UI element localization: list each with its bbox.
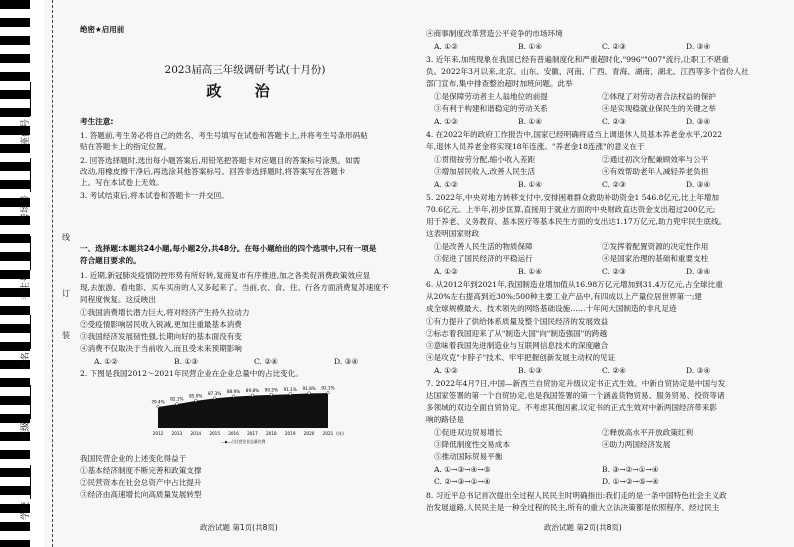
- x-axis-unit: (年): [336, 431, 344, 436]
- q7-option-a: A. ①→③→④→⑤: [434, 465, 491, 474]
- q5-option-b: B. ①④: [518, 267, 543, 276]
- q1-item: ④消费不仅取决于当前收入,而且受未来预期影响: [80, 344, 242, 353]
- q1-option-c: C. ②④: [254, 357, 278, 366]
- q6-option-b: B. ①③: [518, 366, 543, 375]
- q3-stem: 3. 近年来,加班现象在我国已经有普遍制度化和严重超时化,"996""007"流行,让职工不堪重: [426, 55, 729, 64]
- q4-item: ①贯彻按劳分配,缩小收入差距: [434, 155, 536, 164]
- legend: —◆—占民营企业总量比例: [220, 439, 266, 444]
- candidate-number-label: 考生号: [18, 236, 31, 300]
- q2-item: ②民营资本在社会总资产中占比提升: [80, 478, 202, 487]
- data-label: 82.1%: [170, 396, 184, 402]
- data-point: [213, 397, 216, 400]
- data-label: 91.1%: [283, 386, 297, 392]
- footer-left: 政治试题 第1页(共8页): [200, 523, 278, 532]
- q3-option-b: B. ①④: [518, 117, 543, 126]
- x-tick-label: 2020: [303, 431, 315, 436]
- x-tick-label: 2015: [209, 431, 221, 436]
- data-point: [157, 405, 160, 408]
- q7-item: ④助力两国经济发展: [602, 440, 671, 449]
- x-tick-label: 2014: [190, 431, 202, 436]
- q5-stem: 5. 2022年,中央对地方转移支付中,安排困难群众救助补助资金1 546.8亿元,比上年增加: [426, 193, 720, 202]
- data-label: 88.9%: [226, 389, 241, 395]
- data-label: 79.4%: [151, 399, 165, 405]
- left-column: [80, 0, 410, 547]
- footer-right: 政治试题 第2页(共8页): [544, 523, 622, 532]
- data-point: [176, 402, 179, 405]
- q4-item: ④有效帮助老年人减轻养老负担: [602, 167, 709, 176]
- q6-stem: 从20%左右提高到近30%;500种主要工业产品中,有四成以上产量位居世界第一;建: [426, 292, 702, 301]
- data-label: 87.3%: [208, 390, 222, 396]
- q6-stem: 6. 从2012年到2021年,我国制造业增加值从16.98万亿元增加到31.4万亿元,占全球比重: [426, 280, 723, 289]
- q3-option-a: A. ①②: [434, 117, 458, 126]
- q6-item: ①有力提升了供给体系质量及整个国民经济的发展效益: [426, 317, 609, 326]
- q7-stem: 7. 2022年4月7日,中国—新西兰自贸协定升级议定书正式生效。中新自贸协定是中国与发: [426, 379, 726, 388]
- q3-stem: 负。2022年3月以来,北京、山东、安徽、河南、广西、青海、湖南、湖北、江西等多个省份人社: [426, 67, 749, 76]
- q4-item: ③增加居民收入,改善人民生活: [434, 167, 536, 176]
- q6-option-a: A. ①②: [434, 366, 458, 375]
- q6-item: ④是攻克"卡脖子"技术、牢牢把握创新发展主动权的见证: [426, 353, 616, 362]
- data-point: [327, 391, 330, 394]
- data-label: 85.0%: [189, 393, 203, 399]
- q3-item: ③有利于构建和谐稳定的劳动关系: [434, 104, 548, 113]
- q7-option-b: B. ③→②→①→④: [602, 465, 659, 474]
- q5-item: ①是改善人民生活的物质保障: [434, 242, 533, 251]
- school-label: 学校: [18, 465, 31, 520]
- x-tick-label: 2019: [284, 431, 296, 436]
- q7-item: ③降低制度性交易成本: [434, 440, 510, 449]
- q1-item: ①我国消费增长潜力巨大,将对经济产生持久拉动力: [80, 308, 250, 317]
- q1-stem: 现,去旅游、看电影、买车买房的人又多起来了。当前,衣、食、住、行各方面消费复苏速度不: [80, 283, 389, 292]
- seal-char-pack: 装: [62, 331, 70, 340]
- q7-stem: 响的路径是: [426, 415, 464, 424]
- q7-item: ⑤推动国际贸易平衡: [434, 452, 503, 461]
- data-point: [232, 395, 235, 398]
- q5-item: ④是国家治理的基础和重要支柱: [602, 254, 709, 263]
- x-tick-label: 2017: [247, 431, 258, 436]
- q5-stem: 70.6亿元。上半年,初步匡算,直接用于就业方面的中央财政直达资金支出超过200亿元;: [426, 205, 716, 214]
- q3-option-c: C. ②③: [602, 117, 626, 126]
- q7-item: ②释放高水平开放政策红利: [602, 428, 694, 437]
- q1-stem: 同程度恢复。这反映出: [80, 295, 156, 304]
- notes-line: 贴在答题卡上的指定位置。: [80, 142, 172, 151]
- q7-option-c: C. ②→③→①→④: [434, 477, 491, 486]
- x-tick-label: 2013: [171, 431, 183, 436]
- q1-option-d: D. ③④: [334, 357, 359, 366]
- data-point: [308, 392, 311, 395]
- private-enterprise-chart: [148, 376, 348, 446]
- q7-stem: 达国家签署的第一个自贸协定,也是我国签署的第一个涵盖货物贸易、服务贸易、投资等诸: [426, 391, 725, 400]
- data-label: 90.5%: [264, 387, 278, 393]
- q5-option-d: D. ③④: [686, 267, 711, 276]
- q2-item: ④商事制度改革营造公平竞争的市场环境: [426, 29, 563, 38]
- q3-stem: 部门宣布,集中排查整治超时加班问题。此举: [426, 79, 573, 88]
- x-tick-label: 2012: [152, 431, 164, 436]
- q2-option-d: D. ③④: [686, 42, 711, 51]
- q5-option-a: A. ①②: [434, 267, 458, 276]
- q1-option-b: B. ①③: [174, 357, 199, 366]
- q2-option-a: A. ①②: [434, 42, 458, 51]
- notes-line: 1. 答题前,考生务必将自己的姓名、考生号填写在试卷和答题卡上,并将考生号条形码粘: [80, 131, 368, 140]
- section-one-heading: 一、选择题:本题共24小题,每小题2分,共48分。在每小题给出的四个选项中,只有一项是: [80, 244, 377, 253]
- data-label: 92.1%: [321, 385, 335, 391]
- notes-title: 考生注意:: [80, 117, 114, 126]
- secret-label: 绝密★启用前: [80, 25, 125, 34]
- q8-stem: 治发展道路,人民民主是一种全过程的民主,所有的重大立法决策都是依照程序、经过民主: [426, 503, 720, 512]
- x-tick-label: 2018: [265, 431, 277, 436]
- q6-option-d: D. ③④: [686, 366, 711, 375]
- q1-item: ③我国经济发展韧性强,长期向好的基本面没有变: [80, 332, 242, 341]
- notes-line: 上。写在本试卷上无效。: [80, 178, 164, 187]
- q4-option-d: D. ③④: [686, 180, 711, 189]
- q6-option-c: C. ②④: [602, 366, 626, 375]
- q2-stem: 2. 下图是我国2012～2021年民营企业在企业总量中的占比变化。: [80, 369, 303, 378]
- q2-item: ③经济由高速增长向高质量发展转型: [80, 490, 202, 499]
- notes-line: 3. 考试结束后,将本试卷和答题卡一并交回。: [80, 191, 229, 200]
- q4-stem: 4. 在2022年的政府工作报告中,国家已经明确将适当上调退休人员基本养老金水平,2022: [426, 130, 723, 139]
- seal-char-bind: 订: [62, 289, 70, 298]
- class-label: 班级: [18, 385, 31, 440]
- q1-option-a: A. ①②: [94, 357, 118, 366]
- x-tick-label: 2016: [228, 431, 239, 436]
- q4-option-b: B. ①④: [518, 180, 543, 189]
- notes-line: 2. 回答选择题时,选出每小题答案后,用铅笔把答题卡对应题目的答案标号涂黑。如需: [80, 156, 361, 165]
- q3-item: ①是保障劳动者主人翁地位的前提: [434, 92, 548, 101]
- q4-item: ②通过初次分配兼顾效率与公平: [602, 155, 709, 164]
- notes-line: 改动,用橡皮擦干净后,再选涂其他答案标号。回答非选择题时,将答案写在答题卡: [80, 167, 346, 176]
- q1-stem: 1. 近期,新冠肺炎疫情防控形势有所好转,复商复市有序推进,加之各类促消费政策效应显: [80, 271, 371, 280]
- q5-item: ③促进了国民经济的平稳运行: [434, 254, 533, 263]
- q2-option-b: B. ①④: [518, 42, 543, 51]
- q6-item: ②标志着我国迎来了从"制造大国"向"制造强国"的跨越: [426, 329, 608, 338]
- q5-stem: 用于养老、义务教育、基本医疗等基本民生方面的支出达1.17万亿元,助力兜牢民生底线。: [426, 217, 727, 226]
- right-column: [426, 0, 778, 547]
- section-one-heading-cont: 符合题目要求的。: [80, 256, 141, 265]
- q4-option-c: C. ②③: [602, 180, 626, 189]
- data-label: 89.8%: [245, 388, 260, 394]
- room-number-label: 考场号: [18, 158, 31, 222]
- q2-option-c: C. ②③: [602, 42, 626, 51]
- q4-option-a: A. ①②: [434, 180, 458, 189]
- data-point: [194, 399, 197, 402]
- subject-title: 政 治: [206, 82, 284, 100]
- q3-item: ②体现了对劳动者合法权益的保护: [602, 92, 716, 101]
- q7-stem: 多领域的双边全面自贸协定。不考虑其他因素,议定书的正式生效对中新两国经济带来影: [426, 403, 717, 412]
- q3-option-d: D. ③④: [686, 117, 711, 126]
- data-label: 91.8%: [302, 386, 316, 392]
- q8-stem: 8. 习近平总书记首次提出全过程人民民主时明确指出:我们走的是一条中国特色社会主义政: [426, 491, 727, 500]
- q5-stem: 这表明国家财政: [426, 229, 480, 238]
- q1-item: ②受疫情影响居民收入锐减,更加注重最基本消费: [80, 320, 242, 329]
- q5-item: ②发挥着配置资源的决定性作用: [602, 242, 709, 251]
- data-point: [251, 394, 254, 397]
- name-label: 姓名: [18, 315, 31, 370]
- seal-dashed-line: [52, 0, 53, 547]
- q5-option-c: C. ②③: [602, 267, 626, 276]
- q2-item: ①基本经济制度不断完善和政策支撑: [80, 466, 202, 475]
- seal-char-line: 线: [62, 233, 70, 242]
- q4-stem: 年,退休人员养老金将实现18年连涨。"养老金18连涨"的意义在于: [426, 142, 645, 151]
- x-tick-label: 2021: [322, 431, 334, 436]
- data-point: [270, 393, 273, 396]
- seat-number-label: 座位号: [18, 82, 31, 146]
- exam-title: 2023届高三年级调研考试(十月份): [164, 64, 326, 76]
- q7-option-d: D. ①→②→⑤→④: [602, 477, 659, 486]
- q2-mid: 我国民营企业的上述变化得益于: [80, 454, 187, 463]
- data-point: [289, 392, 292, 395]
- q3-item: ④是实现稳就业保民生的关键之举: [602, 104, 716, 113]
- q7-item: ①促进双边贸易增长: [434, 428, 503, 437]
- q6-item: ③意味着我国先进制造业与互联网信息技术的深度融合: [426, 341, 609, 350]
- q6-stem: 成全球规模最大、技术领先的网络基础设施……十年间大国制造的非凡足迹: [426, 304, 677, 313]
